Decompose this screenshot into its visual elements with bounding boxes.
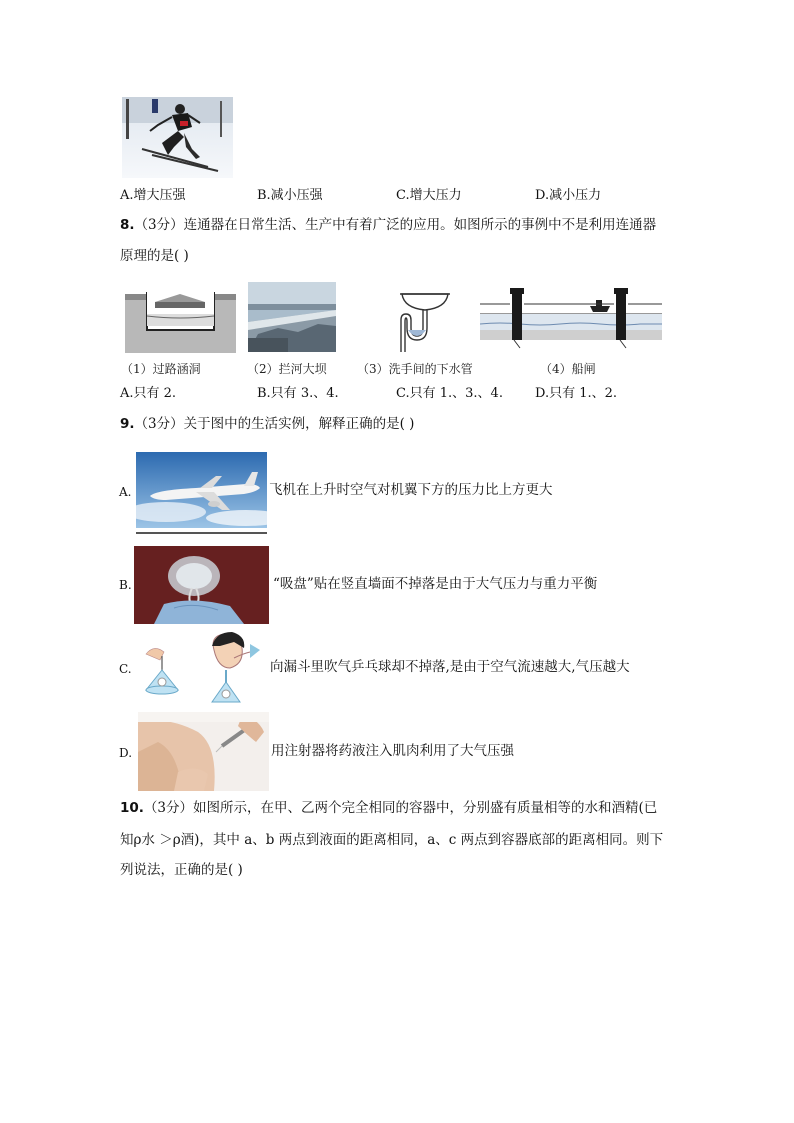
ship-lock-figure — [480, 284, 662, 352]
q9-stem — [120, 418, 414, 432]
q9-number: 9. — [120, 416, 135, 432]
q8-score: （3分） — [134, 217, 184, 233]
q8-text-1: 连通器在日常生活、生产中有着广泛的应用。如图所示的事例中不是利用连通器 — [183, 217, 657, 233]
q8-number: 8. — [120, 217, 135, 233]
q9-option-c-text[interactable]: 向漏斗里吹气乒乓球却不掉落,是由于空气流速越大,气压越大 — [270, 659, 630, 675]
suction-cup-photo — [134, 546, 269, 624]
q9-option-c-letter[interactable]: C. — [119, 662, 132, 676]
q7-option-d[interactable]: D.减小压力 — [535, 188, 602, 203]
q8-caption-2: （2）拦河大坝 — [247, 362, 327, 376]
injection-photo — [138, 712, 269, 791]
q10-stem-line1 — [120, 802, 657, 816]
q8-caption-3: （3）洗手间的下水管 — [357, 362, 473, 376]
q10-stem-line3: 列说法，正确的是( ) — [120, 862, 243, 878]
q7-option-a[interactable]: A.增大压强 — [120, 188, 186, 203]
culvert-figure — [125, 286, 236, 353]
q8-option-a[interactable]: A.只有 2. — [120, 386, 177, 401]
q8-stem-line1 — [120, 219, 656, 233]
q8-caption-1: （1）过路涵洞 — [121, 362, 201, 376]
q10-number: 10. — [120, 800, 144, 816]
q8-option-b[interactable]: B.只有 3.、4. — [257, 386, 339, 401]
q9-option-b-text[interactable]: “吸盘”贴在竖直墙面不掉落是由于大气压力与重力平衡 — [273, 576, 598, 592]
q8-option-d[interactable]: D.只有 1.、2. — [535, 386, 618, 401]
q9-option-a-text[interactable]: 飞机在上升时空气对机翼下方的压力比上方更大 — [269, 482, 553, 498]
funnel-blow-figure — [136, 630, 270, 704]
q9-text: 关于图中的生活实例，解释正确的是( ) — [183, 416, 415, 432]
q8-option-c[interactable]: C.只有 1.、3.、4. — [396, 386, 503, 401]
q10-score: （3分） — [143, 800, 194, 816]
q9-option-b-letter[interactable]: B. — [119, 578, 132, 592]
q9-score: （3分） — [134, 416, 184, 432]
dam-photo — [248, 282, 336, 352]
sink-drain-figure — [398, 290, 452, 354]
q8-caption-4: （4）船闸 — [540, 362, 596, 376]
q9-option-d-letter[interactable]: D. — [119, 746, 133, 760]
skier-photo — [122, 97, 233, 178]
q10-text-1: 如图所示，在甲、乙两个完全相同的容器中，分别盛有质量相等的水和酒精(已 — [193, 800, 658, 816]
q7-option-c[interactable]: C.增大压力 — [396, 188, 462, 203]
q10-stem-line2: 知ρ水 ＞ρ酒)，其中 a、b 两点到液面的距离相同，a、c 两点到容器底部的距离相同。则下 — [120, 832, 664, 848]
airplane-photo — [136, 452, 267, 536]
q8-stem-line2: 原理的是( ) — [120, 248, 189, 264]
q9-option-d-text[interactable]: 用注射器将药液注入肌肉利用了大气压强 — [271, 743, 514, 759]
q7-option-b[interactable]: B.减小压强 — [257, 188, 323, 203]
q9-option-a-letter[interactable]: A. — [119, 485, 132, 499]
